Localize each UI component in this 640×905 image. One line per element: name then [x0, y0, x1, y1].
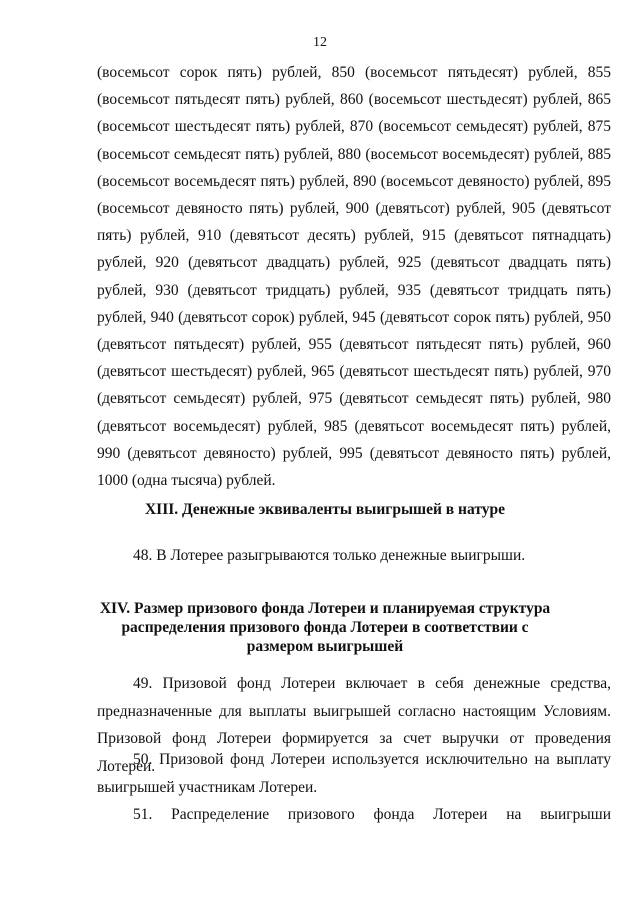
paragraph-50: 50. Призовой фонд Лотереи используется исключительно на выплату выигрышей участникам Лотереи. — [97, 751, 611, 796]
prize-amounts-text: (восемьсот сорок пять) рублей, 850 (восемьсот пятьдесят) рублей, 855 (восемьсот пятьдесят пять) рублей, 860 (восемьсот шестьдесят) рублей, 865 (восемьсот шестьдесят пять) рублей, 870 (восемьсот семьдесят) рублей, 875 (восемьсот семьдесят пять) рублей, 880 (восемьсот восемьдесят) рублей, 885 (восемьсот восемьдесят пять) рублей, 890 (восемьсот девяносто) рублей, 895 (восемьсот девяносто пять) рублей, 900 (девятьсот) рублей, 905 (девятьсот пять) рублей, 910 (девятьсот десять) рублей, 915 (девятьсот пятнадцать) рублей, 920 (девятьсот двадцать) рублей, 925 (девятьсот двадцать пять) рублей, 930 (девятьсот тридцать) рублей, 935 (девятьсот тридцать пять) рублей, 940 (девятьсот сорок) рублей, 945 (девятьсот сорок пять) рублей, 950 (девятьсот пятьдесят) рублей, 955 (девятьсот пятьдесят пять) рублей, 960 (девятьсот шестьдесят) рублей, 965 (девятьсот шестьдесят пять) рублей, 970 (девятьсот семьдесят) рублей, 975 (девятьсот семьдесят пять) рублей, 980 (девятьсот восемьдесят) рублей, 985 (девятьсот восемьдесят пять) рублей, 990 (девятьсот девяносто) рублей, 995 (девятьсот девяносто пять) рублей, 1000 (одна тысяча) рублей. — [97, 64, 611, 490]
paragraph-49: 49. Призовой фонд Лотереи включает в себя денежные средства, предназначенные для выплаты выигрышей согласно настоящим Условиям. Призовой фонд Лотереи формируется за счет выручки от проведения Лотереи. — [97, 675, 611, 775]
page-number: 12 — [313, 35, 327, 50]
paragraph-51: 51. Распределение призового фонда Лотереи на выигрыши — [133, 806, 611, 823]
section-13-heading: XIII. Денежные эквиваленты выигрышей в натуре — [144, 501, 505, 518]
section-14-heading: XIV. Размер призового фонда Лотереи и планируемая структура распределения призового фонда Лотереи в соответствии с размером выигрышей — [99, 600, 551, 655]
paragraph-48: 48. В Лотерее разыгрываются только денежные выигрыши. — [133, 547, 526, 564]
